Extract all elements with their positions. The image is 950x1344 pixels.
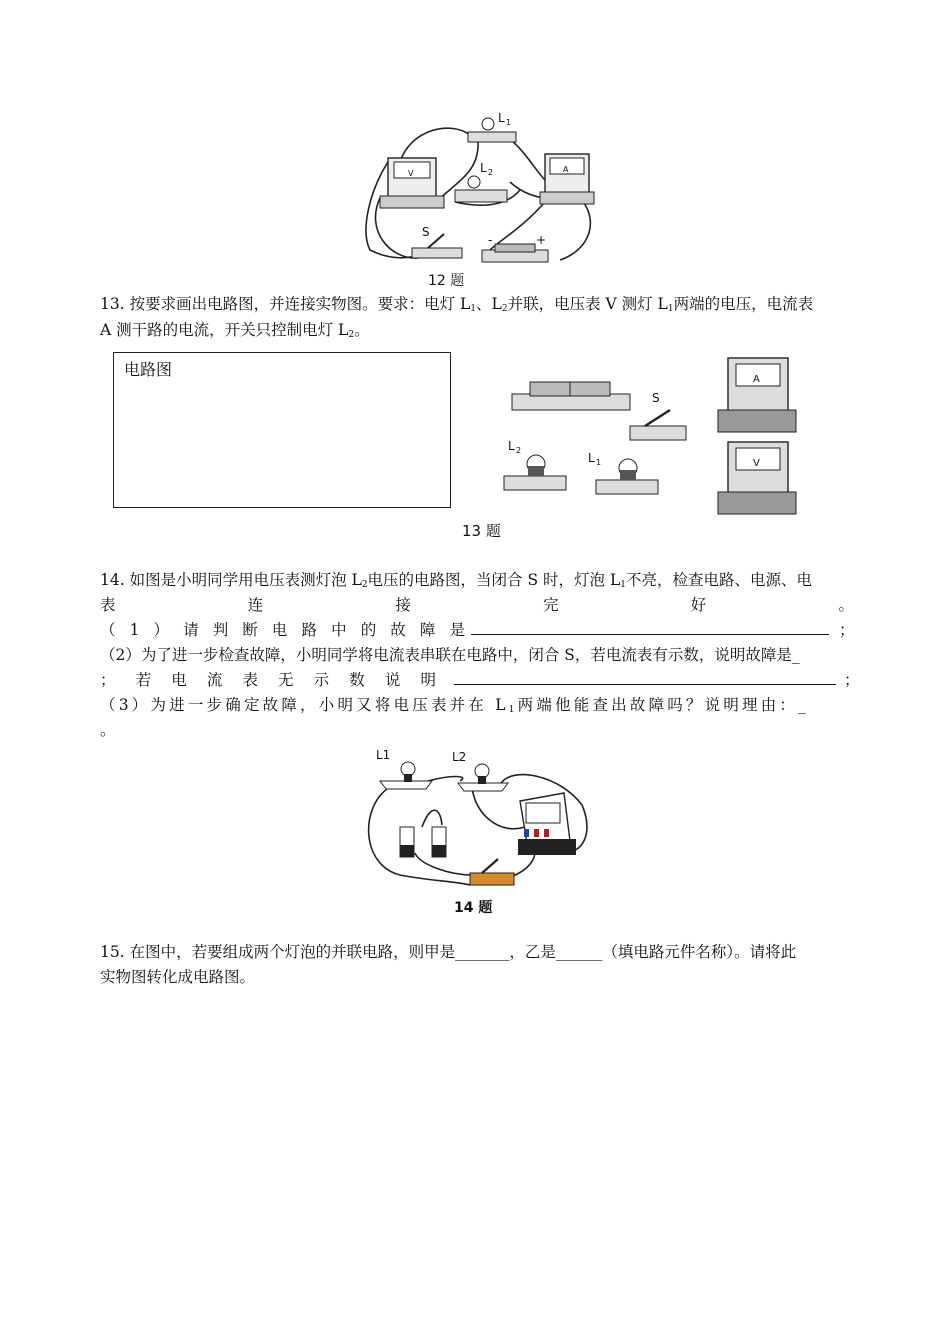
figure-14-caption: 14 题 xyxy=(454,900,493,916)
ammeter-icon xyxy=(540,154,594,204)
fig12-l2-label: L xyxy=(480,161,487,175)
figure-13-components xyxy=(500,352,810,517)
q14-line7: 。 xyxy=(100,721,116,739)
fig12-l1-label: L xyxy=(498,111,505,125)
bulb-l1-icon xyxy=(468,111,516,142)
q13-line2: A 测干路的电流，开关只控制电灯 $L_2$。 xyxy=(100,321,370,340)
fig13-l2-sub: 2 xyxy=(516,446,522,455)
bulb-l2-icon xyxy=(452,750,508,791)
q14-line5: ； 若 电 流 表 无 示 数 说 明 ； xyxy=(100,668,854,692)
q14-answer-blank-2[interactable] xyxy=(454,668,836,685)
fig12-plus: + xyxy=(536,233,547,247)
voltmeter-icon xyxy=(518,793,576,855)
q14-line1: 14. 如图是小明同学用电压表测灯泡 $L_2$电压的电路图，当闭合 S 时，灯泡 $L_1$不亮，检查电路、电源、电 xyxy=(100,571,812,590)
fig14-l2-label: L2 xyxy=(452,750,467,764)
switch-icon xyxy=(470,859,514,885)
fig12-s-label: S xyxy=(422,225,430,239)
fig13-l1-label: L xyxy=(588,451,595,465)
switch-icon xyxy=(412,225,462,258)
figure-12-caption: 12 题 xyxy=(428,273,465,289)
bulb-l1-icon xyxy=(376,748,432,789)
bulb-l1-icon xyxy=(588,451,658,494)
fig13-meter-v: V xyxy=(753,458,760,469)
fig13-l1-sub: 1 xyxy=(596,458,602,467)
q15-line2: 实物图转化成电路图。 xyxy=(100,968,256,986)
battery-icon xyxy=(512,382,630,410)
battery-icon xyxy=(400,827,446,857)
fig13-l2-label: L xyxy=(508,439,515,453)
fig13-meter-a: A xyxy=(753,374,760,385)
switch-icon xyxy=(630,391,686,440)
bulb-l2-icon xyxy=(504,439,566,490)
q14-line4: （2）为了进一步检查故障，小明同学将电流表串联在电路中，闭合 S，若电流表有示数，说明故障是_ xyxy=(100,646,800,664)
circuit-diagram-box[interactable] xyxy=(113,352,451,508)
fig12-meter-a: A xyxy=(563,165,569,174)
voltmeter-icon xyxy=(380,158,444,208)
figure-13-caption: 13 题 xyxy=(462,522,501,540)
circuit-diagram-box-label: 电路图 xyxy=(124,360,173,379)
bulb-l2-icon xyxy=(455,161,507,202)
q14-line2: 表 连 接 完 好 。 xyxy=(100,596,854,614)
q14-line3: （ 1 ） 请 判 断 电 路 中 的 故 障 是 ； xyxy=(100,618,854,642)
q13-line1: 13. 按要求画出电路图，并连接实物图。要求：电灯 $L_1$、$L_2$并联，电压表 V 测灯 $L_1$两端的电压，电流表 xyxy=(100,295,814,314)
fig14-l1-label: L1 xyxy=(376,748,391,762)
fig13-s-label: S xyxy=(652,391,660,405)
fig12-minus: - xyxy=(488,233,493,247)
figure-14-circuit xyxy=(360,745,595,895)
fig12-l2-sub: 2 xyxy=(488,168,494,177)
voltmeter-icon xyxy=(718,442,796,514)
ammeter-icon xyxy=(718,358,796,432)
fig12-l1-sub: 1 xyxy=(506,118,512,127)
q14-line6: （3）为进一步确定故障，小明又将电压表并在 $L_1$两端他能查出故障吗？说明理由：_ xyxy=(100,696,810,715)
q14-answer-blank-1[interactable] xyxy=(471,618,829,635)
q15-line1: 15. 在图中，若要组成两个灯泡的并联电路，则甲是_______，乙是______（填电路元件名称）。请将此 xyxy=(100,943,797,961)
figure-12-circuit xyxy=(350,110,610,290)
fig12-meter-v: V xyxy=(408,169,414,178)
